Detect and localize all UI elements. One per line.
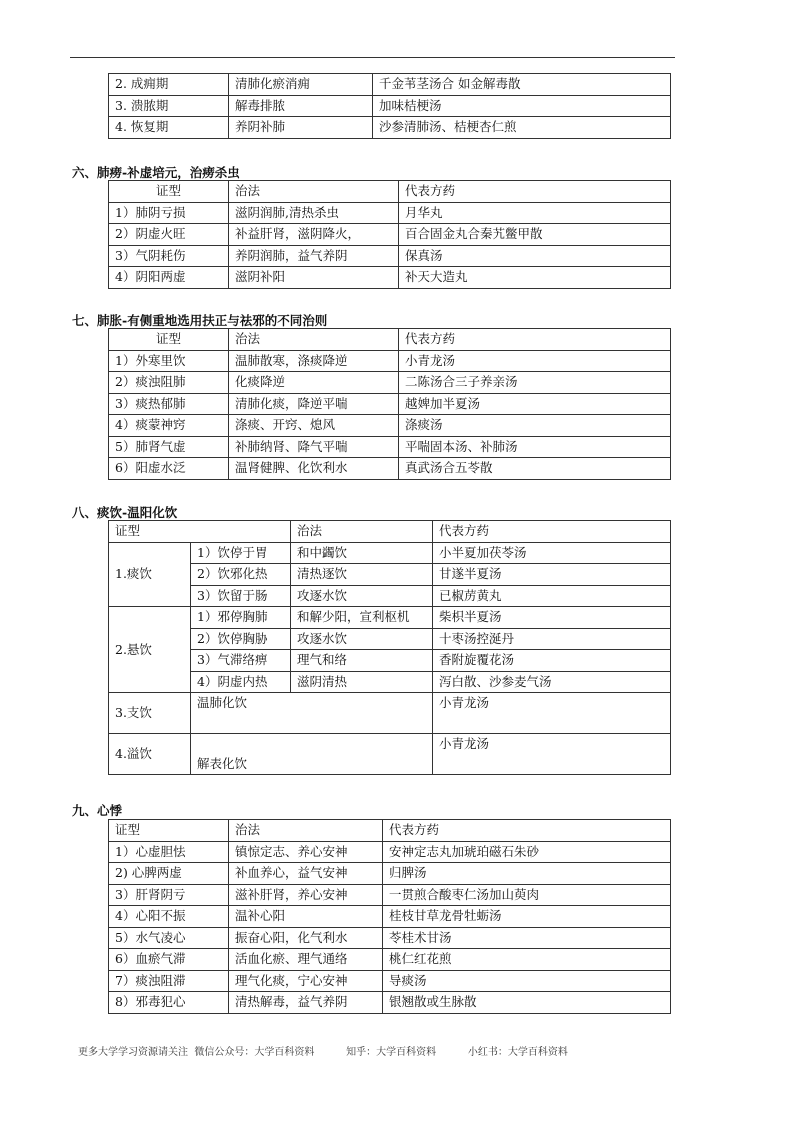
table-cell: 千金苇茎汤合 如金解毒散	[373, 74, 671, 96]
table-cell: 归脾汤	[383, 863, 671, 885]
table-cell: 解毒排脓	[229, 95, 373, 117]
table-cell: 代表方药	[383, 820, 671, 842]
table-cell: 小青龙汤	[433, 693, 671, 734]
table-row	[109, 458, 671, 480]
table-row	[109, 372, 671, 394]
table-cell: 一贯煎合酸枣仁汤加山萸肉	[383, 884, 671, 906]
table-cell: 温肺化饮	[191, 693, 433, 734]
table-cell: 解表化饮	[191, 734, 433, 775]
table-cell: 6）血瘀气滞	[109, 949, 229, 971]
table-cell: 理气化痰，宁心安神	[229, 970, 383, 992]
table-cell: 十枣汤控涎丹	[433, 628, 671, 650]
table-cell: 温肾健脾、化饮利水	[229, 458, 399, 480]
table-header: 证型 治法 代表方药	[109, 521, 671, 543]
table-cell: 2）痰浊阻肺	[109, 372, 229, 394]
table-cell: 4）阴虚内热	[191, 671, 291, 693]
table-header	[109, 181, 671, 203]
table-row	[109, 650, 671, 672]
table-cell: 保真汤	[399, 245, 671, 267]
table-cell: 1）外寒里饮	[109, 350, 229, 372]
table-cell: 清热逐饮	[291, 564, 433, 586]
table-row	[109, 970, 671, 992]
table-cell: 涤痰汤	[399, 415, 671, 437]
table-cell: 桂枝甘草龙骨牡蛎汤	[383, 906, 671, 928]
table-row	[109, 671, 671, 693]
table-cell: 化痰降逆	[229, 372, 399, 394]
table-row	[109, 992, 671, 1014]
table-row	[109, 202, 671, 224]
table-cell: 真武汤合五苓散	[399, 458, 671, 480]
table-cell: 补益肝肾，滋阴降火，	[229, 224, 399, 246]
table-lung-abscess	[108, 73, 671, 139]
table-row	[109, 927, 671, 949]
table-row	[109, 245, 671, 267]
table-cell: 小半夏加茯苓汤	[433, 542, 671, 564]
table-cell: 甘遂半夏汤	[433, 564, 671, 586]
section-title-8: 八、痰饮-温阳化饮	[72, 505, 178, 520]
table-cell: 平喘固本汤、补肺汤	[399, 436, 671, 458]
table-cell: 小青龙汤	[399, 350, 671, 372]
table-row	[109, 884, 671, 906]
table-row	[109, 415, 671, 437]
table-row	[109, 393, 671, 415]
table-row	[109, 693, 671, 734]
table-cell: 2.悬饮	[109, 607, 191, 693]
table-cell: 和解少阳，宣利枢机	[291, 607, 433, 629]
table-row	[109, 734, 671, 775]
table-cell: 1）饮停于胃	[191, 542, 291, 564]
table-cell: 2）阴虚火旺	[109, 224, 229, 246]
table-cell: 代表方药	[399, 329, 671, 351]
footer-text: 更多大学学习资源请关注 微信公众号：大学百科资料 知乎：大学百科资料 小红书：大学百科资料	[78, 1047, 568, 1058]
table-row	[109, 267, 671, 289]
table-cell: 清热解毒，益气养阴	[229, 992, 383, 1014]
table-cell: 银翘散或生脉散	[383, 992, 671, 1014]
table-phlegm-fluid	[108, 520, 671, 775]
table-cell: 理气和络	[291, 650, 433, 672]
table-cell: 已椒苈黄丸	[433, 585, 671, 607]
header-rule	[70, 57, 675, 58]
table-cell: 活血化瘀、理气通络	[229, 949, 383, 971]
table-cell: 滋补肝肾，养心安神	[229, 884, 383, 906]
table-cell: 攻逐水饮	[291, 585, 433, 607]
table-cell: 苓桂术甘汤	[383, 927, 671, 949]
table-cell: 3.支饮	[109, 693, 191, 734]
section-title-6: 六、肺痨-补虚培元，治痨杀虫	[72, 165, 240, 180]
table-cell: 证型	[109, 820, 229, 842]
table-cell: 3）气阴耗伤	[109, 245, 229, 267]
table-cell: 攻逐水饮	[291, 628, 433, 650]
table-cell: 证型	[109, 181, 229, 203]
table-row	[109, 607, 671, 629]
table-cell: 滋阴清热	[291, 671, 433, 693]
section-title-7: 七、肺胀-有侧重地选用扶正与祛邪的不同治则	[72, 313, 328, 328]
table-cell: 和中蠲饮	[291, 542, 433, 564]
table-cell: 1）心虚胆怯	[109, 841, 229, 863]
table-cell: 导痰汤	[383, 970, 671, 992]
table-cell: 1.痰饮	[109, 542, 191, 607]
table-row	[109, 628, 671, 650]
table-cell: 镇惊定志、养心安神	[229, 841, 383, 863]
table-cell: 8）邪毒犯心	[109, 992, 229, 1014]
table-cell: 香附旋覆花汤	[433, 650, 671, 672]
table-cell: 养阴补肺	[229, 117, 373, 139]
table-row	[109, 542, 671, 564]
section-title-9: 九、心悸	[72, 803, 123, 818]
table-palpitation	[108, 819, 671, 1014]
table-cell: 1）肺阴亏损	[109, 202, 229, 224]
table-cell: 补天大造丸	[399, 267, 671, 289]
table-cell: 2. 成痈期	[109, 74, 229, 96]
table-cell: 代表方药	[399, 181, 671, 203]
table-cell: 3）气滞络痹	[191, 650, 291, 672]
table-cell: 清肺化痰，降逆平喘	[229, 393, 399, 415]
table-cell: 安神定志丸加琥珀磁石朱砂	[383, 841, 671, 863]
table-cell: 补肺纳肾、降气平喘	[229, 436, 399, 458]
table-header	[109, 820, 671, 842]
table-cell: 补血养心，益气安神	[229, 863, 383, 885]
table-row	[109, 841, 671, 863]
table-cell: 百合固金丸合秦艽鳖甲散	[399, 224, 671, 246]
table-cell: 3）痰热郁肺	[109, 393, 229, 415]
table-cell: 4）阴阳两虚	[109, 267, 229, 289]
table-cell: 1）邪停胸肺	[191, 607, 291, 629]
table-cell: 4）痰蒙神窍	[109, 415, 229, 437]
table-cell: 涤痰、开窍、熄风	[229, 415, 399, 437]
table-cell: 6）阳虚水泛	[109, 458, 229, 480]
table-cell: 3. 溃脓期	[109, 95, 229, 117]
table-cell: 2）饮停胸胁	[191, 628, 291, 650]
table-row	[109, 224, 671, 246]
table-cell: 清肺化瘀消痈	[229, 74, 373, 96]
table-cell: 小青龙汤	[433, 734, 671, 775]
table-cell: 3）饮留于肠	[191, 585, 291, 607]
table-cell: 滋阴润肺,清热杀虫	[229, 202, 399, 224]
table-row	[109, 585, 671, 607]
table-row	[109, 95, 671, 117]
table-cell: 温补心阳	[229, 906, 383, 928]
table-cell: 振奋心阳，化气利水	[229, 927, 383, 949]
table-cell: 5）水气凌心	[109, 927, 229, 949]
table-cell: 治法	[229, 329, 399, 351]
table-row	[109, 564, 671, 586]
table-cell: 治法	[229, 181, 399, 203]
table-cell: 柴枳半夏汤	[433, 607, 671, 629]
table-cell: 滋阴补阳	[229, 267, 399, 289]
table-cell: 7）痰浊阻滞	[109, 970, 229, 992]
table-row	[109, 74, 671, 96]
table-cell: 2）饮邪化热	[191, 564, 291, 586]
table-cell: 4）心阳不振	[109, 906, 229, 928]
table-cell: 二陈汤合三子养亲汤	[399, 372, 671, 394]
table-cell: 月华丸	[399, 202, 671, 224]
table-lung-distension	[108, 328, 671, 480]
table-cell: 越婢加半夏汤	[399, 393, 671, 415]
table-cell: 加味桔梗汤	[373, 95, 671, 117]
table-row	[109, 436, 671, 458]
table-tuberculosis	[108, 180, 671, 289]
table-cell: 沙参清肺汤、桔梗杏仁煎	[373, 117, 671, 139]
table-cell: 养阴润肺，益气养阴	[229, 245, 399, 267]
table-cell: 5）肺肾气虚	[109, 436, 229, 458]
table-row	[109, 906, 671, 928]
table-cell: 温肺散寒，涤痰降逆	[229, 350, 399, 372]
table-cell: 4. 恢复期	[109, 117, 229, 139]
table-cell: 2) 心脾两虚	[109, 863, 229, 885]
table-cell: 3）肝肾阴亏	[109, 884, 229, 906]
table-row	[109, 863, 671, 885]
table-header	[109, 329, 671, 351]
table-row	[109, 949, 671, 971]
table-cell: 桃仁红花煎	[383, 949, 671, 971]
table-row	[109, 350, 671, 372]
table-row	[109, 117, 671, 139]
table-cell: 4.溢饮	[109, 734, 191, 775]
table-cell: 泻白散、沙参麦气汤	[433, 671, 671, 693]
table-cell: 治法	[229, 820, 383, 842]
table-cell: 证型	[109, 329, 229, 351]
